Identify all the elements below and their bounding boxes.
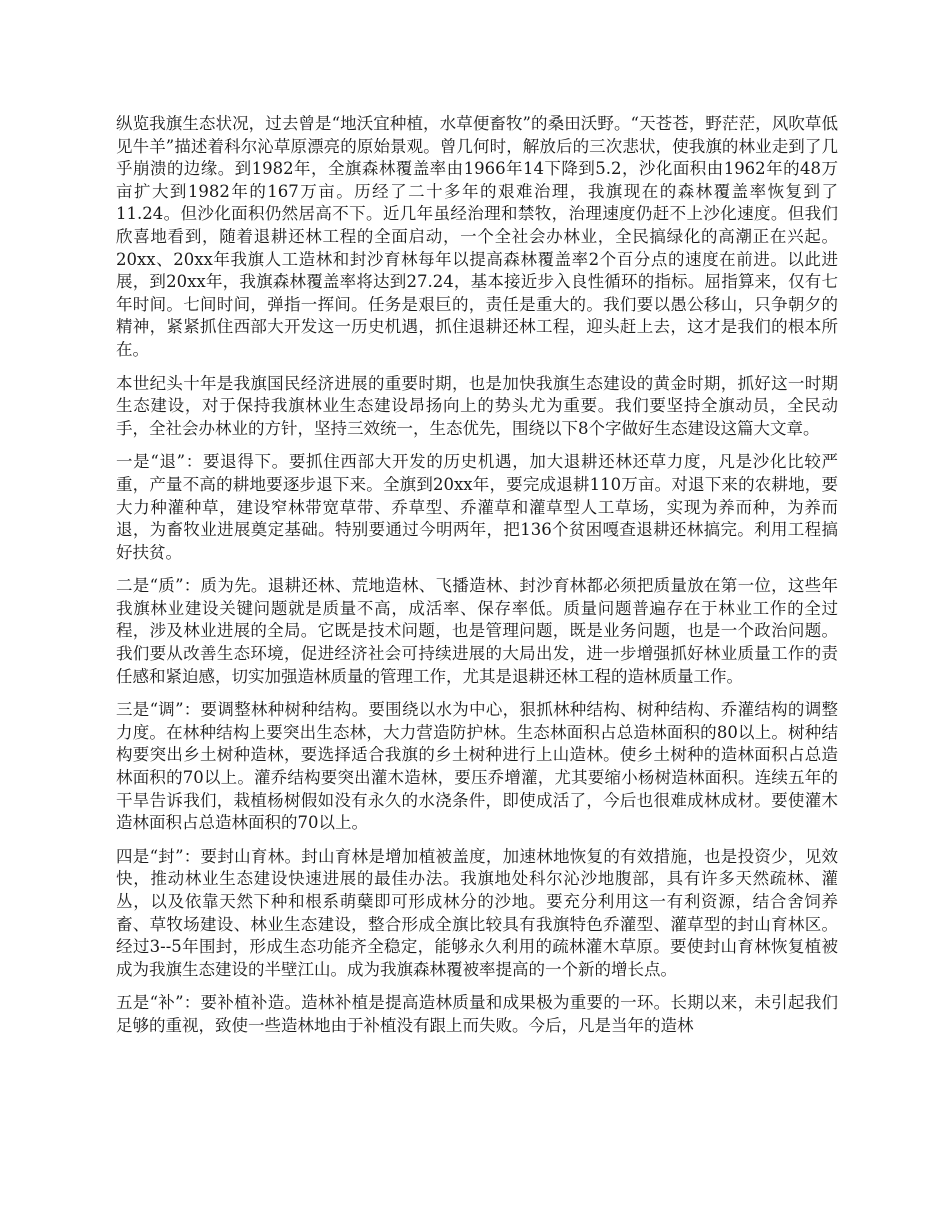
paragraph-decade-goals: 本世纪头十年是我旗国民经济进展的重要时期，也是加快我旗生态建设的黄金时期，抓好这一时期生态建设，对于保持我旗林业生态建设昂扬向上的势头尤为重要。我们要坚持全旗动员，全民动手，全社会办林业的方针，坚持三效统一，生态优先，围绕以下8个字做好生态建设这篇大文章。 — [116, 373, 838, 438]
paragraph-feng: 四是“封”：要封山育林。封山育林是增加植被盖度，加速林地恢复的有效措施，也是投资少，见效快，推动林业生态建设快速进展的最佳办法。我旗地处科尔沁沙地腹部，具有许多天然疏林、灌丛，以及依靠天然下种和根系萌蘖即可形成林分的沙地。要充分利用这一有利资源，结合舍饲养畜、草牧场建设、林业生态建设，整合形成全旗比较具有我旗特色乔灌型、灌草型的封山育林区。经过3--5年围封，形成生态功能齐全稳定，能够永久利用的疏林灌木草原。要使封山育林恢复植被成为我旗生态建设的半壁江山。成为我旗森林覆被率提高的一个新的增长点。 — [116, 846, 838, 979]
document-body — [116, 113, 838, 1049]
paragraph-ecology-overview: 纵览我旗生态状况，过去曾是“地沃宜种植，水草便畜牧”的桑田沃野。“天苍苍，野茫茫，风吹草低见牛羊”描述着科尔沁草原漂亮的原始景观。曾几何时，解放后的三次悲状，使我旗的林业走到了几乎崩溃的边缘。到1982年，全旗森林覆盖率由1966年14下降到5.2，沙化面积由1962年的48万亩扩大到1982年的167万亩。历经了二十多年的艰难治理，我旗现在的森林覆盖率恢复到了11.24。但沙化面积仍然居高不下。近几年虽经治理和禁牧，治理速度仍赶不上沙化速度。但我们欣喜地看到，随着退耕还林工程的全面启动，一个全社会办林业，全民搞绿化的高潮正在兴起。20xx、20xx年我旗人工造林和封沙育林每年以提高森林覆盖率2个百分点的速度在前进。以此进展，到20xx年，我旗森林覆盖率将达到27.24，基本接近步入良性循环的指标。屈指算来，仅有七年时间。七间时间，弹指一挥间。任务是艰巨的，责任是重大的。我们要以愚公移山，只争朝夕的精神，紧紧抓住西部大开发这一历史机遇，抓住退耕还林工程，迎头赶上去，这才是我们的根本所在。 — [116, 114, 838, 359]
paragraph-bu: 五是“补”：要补植补造。造林补植是提高造林质量和成果极为重要的一环。长期以来，未引起我们足够的重视，致使一些造林地由于补植没有跟上而失败。今后，凡是当年的造林 — [116, 993, 838, 1035]
paragraph-tui: 一是“退”：要退得下。要抓住西部大开发的历史机遇，加大退耕还林还草力度，凡是沙化比较严重，产量不高的耕地要逐步退下来。全旗到20xx年，要完成退耕110万亩。对退下来的农耕地，要大力种灌种草，建设窄林带宽草带、乔草型、乔灌草和灌草型人工草场，实现为养而种，为养而退，为畜牧业进展奠定基础。特别要通过今明两年，把136个贫困嘎查退耕还林搞完。利用工程搞好扶贫。 — [116, 452, 838, 562]
paragraph-zhi: 二是“质”：质为先。退耕还林、荒地造林、飞播造林、封沙育林都必须把质量放在第一位，这些年我旗林业建设关键问题就是质量不高，成活率、保存率低。质量问题普遍存在于林业工作的全过程，涉及林业进展的全局。它既是技术问题，也是管理问题，既是业务问题，也是一个政治问题。我们要从改善生态环境，促进经济社会可持续进展的大局出发，进一步增强抓好林业质量工作的责任感和紧迫感，切实加强造林质量的管理工作，尤其是退耕还林工程的造林质量工作。 — [116, 576, 838, 686]
paragraph-tiao: 三是“调”：要调整林种树种结构。要围绕以水为中心，狠抓林种结构、树种结构、乔灌结构的调整力度。在林种结构上要突出生态林，大力营造防护林。生态林面积占总造林面积的80以上。树种结构要突出乡土树种造林，要选择适合我旗的乡土树种进行上山造林。使乡土树种的造林面积占总造林面积的70以上。灌乔结构要突出灌木造林，要压乔增灌，尤其要缩小杨树造林面积。连续五年的干旱告诉我们，栽植杨树假如没有永久的水浇条件，即使成活了，今后也很难成林成材。要使灌木造林面积占总造林面积的70以上。 — [116, 700, 838, 833]
